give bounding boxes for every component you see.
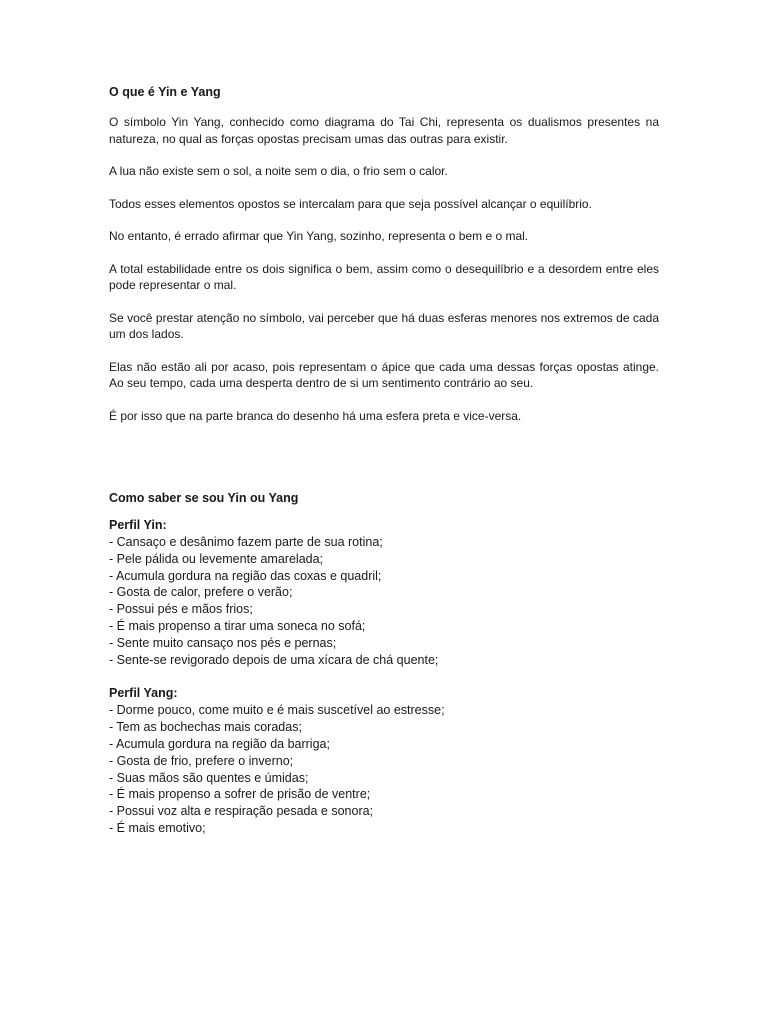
profile-yang-title: Perfil Yang: [109,686,178,701]
list-item: - Tem as bochechas mais coradas; [109,720,302,735]
paragraph: Todos esses elementos opostos se intercalam para que seja possível alcançar o equilíbrio. [109,196,592,211]
list-item: - Sente muito cansaço nos pés e pernas; [109,635,337,650]
document-page [109,84,659,854]
paragraph: No entanto, é errado afirmar que Yin Yang, sozinho, representa o bem e o mal. [109,229,529,243]
profile-yin-title: Perfil Yin: [109,518,167,532]
list-item: - Acumula gordura na região da barriga; [109,736,330,751]
list-item: - Gosta de frio, prefere o inverno; [109,753,294,768]
list-item: - Pele pálida ou levemente amarelada; [109,551,324,566]
profile-yang-list [109,702,659,836]
profile-yang [109,685,659,836]
profile-yin [109,517,659,668]
paragraph: O símbolo Yin Yang, conhecido como diagrama do Tai Chi, representa os dualismos presentes na natureza, no qual as forças opostas precisam umas das outras para existir. [109,115,659,146]
list-item: - Gosta de calor, prefere o verão; [109,585,293,600]
section-title-como-saber: Como saber se sou Yin ou Yang [109,491,299,505]
list-item: - Possui pés e mãos frios; [109,602,253,617]
paragraph: É por isso que na parte branca do desenho há uma esfera preta e vice-versa. [109,408,522,423]
list-item: - Dorme pouco, come muito e é mais suscetível ao estresse; [109,703,445,718]
list-item: - É mais emotivo; [109,820,206,835]
list-item: - Acumula gordura na região das coxas e quadril; [109,568,382,583]
list-item: - É mais propenso a sofrer de prisão de ventre; [109,787,371,802]
list-item: - Sente-se revigorado depois de uma xícara de chá quente; [109,652,439,667]
blank-space [109,440,659,490]
paragraph: A lua não existe sem o sol, a noite sem o dia, o frio sem o calor. [109,164,448,178]
paragraph: A total estabilidade entre os dois significa o bem, assim como o desequilíbrio e a desordem entre eles pode representar o mal. [109,261,659,292]
profile-yin-list [109,534,659,668]
section-title-yin-yang: O que é Yin e Yang [109,85,221,99]
list-item: - Possui voz alta e respiração pesada e sonora; [109,804,374,819]
paragraph: Se você prestar atenção no símbolo, vai perceber que há duas esferas menores nos extremos de cada um dos lados. [109,310,659,341]
list-item: - Suas mãos são quentes e úmidas; [109,770,309,785]
list-item: - Cansaço e desânimo fazem parte de sua rotina; [109,535,383,549]
paragraph: Elas não estão ali por acaso, pois representam o ápice que cada uma dessas forças opostas atinge. Ao seu tempo, cada uma desperta dentro de si um sentimento contrário ao seu. [109,359,659,390]
list-item: - É mais propenso a tirar uma soneca no sofá; [109,618,366,633]
